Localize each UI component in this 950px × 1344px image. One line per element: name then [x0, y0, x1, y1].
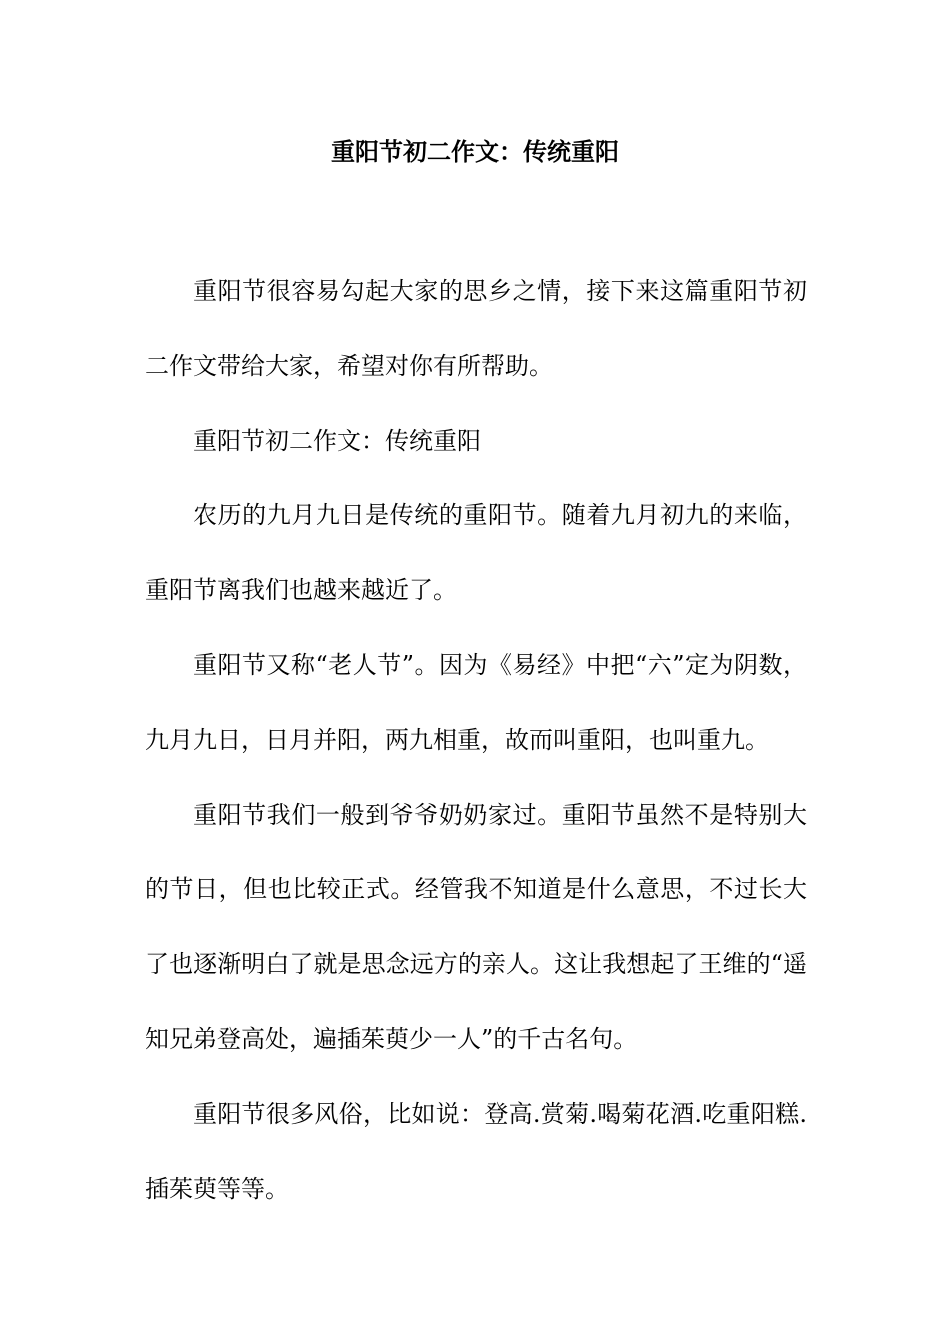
paragraph-customs: 重阳节很多风俗，比如说：登高.赏菊.喝菊花酒.吃重阳糕.插茱萸等等。	[145, 1099, 807, 1203]
paragraph-lunar-date: 农历的九月九日是传统的重阳节。随着九月初九的来临，重阳节离我们也越来越近了。	[145, 501, 807, 605]
paragraph-intro: 重阳节很容易勾起大家的思乡之情，接下来这篇重阳节初二作文带给大家，希望对你有所帮助。	[145, 277, 807, 380]
paragraph-family-visit: 重阳节我们一般到爷爷奶奶家过。重阳节虽然不是特别大的节日，但也比较正式。经管我不知道是什么意思，不过长大了也逐渐明白了就是思念远方的亲人。这让我想起了王维的“遥知兄弟登高处，遍插茱萸少一人”的千古名句。	[145, 800, 807, 1053]
document-body	[145, 254, 807, 1226]
document-title: 重阳节初二作文：传统重阳	[331, 137, 619, 166]
paragraph-elder-festival: 重阳节又称“老人节”。因为《易经》中把“六”定为阴数，九月九日，日月并阳，两九相重，故而叫重阳，也叫重九。	[145, 650, 807, 754]
paragraph-subtitle: 重阳节初二作文：传统重阳	[193, 426, 481, 455]
